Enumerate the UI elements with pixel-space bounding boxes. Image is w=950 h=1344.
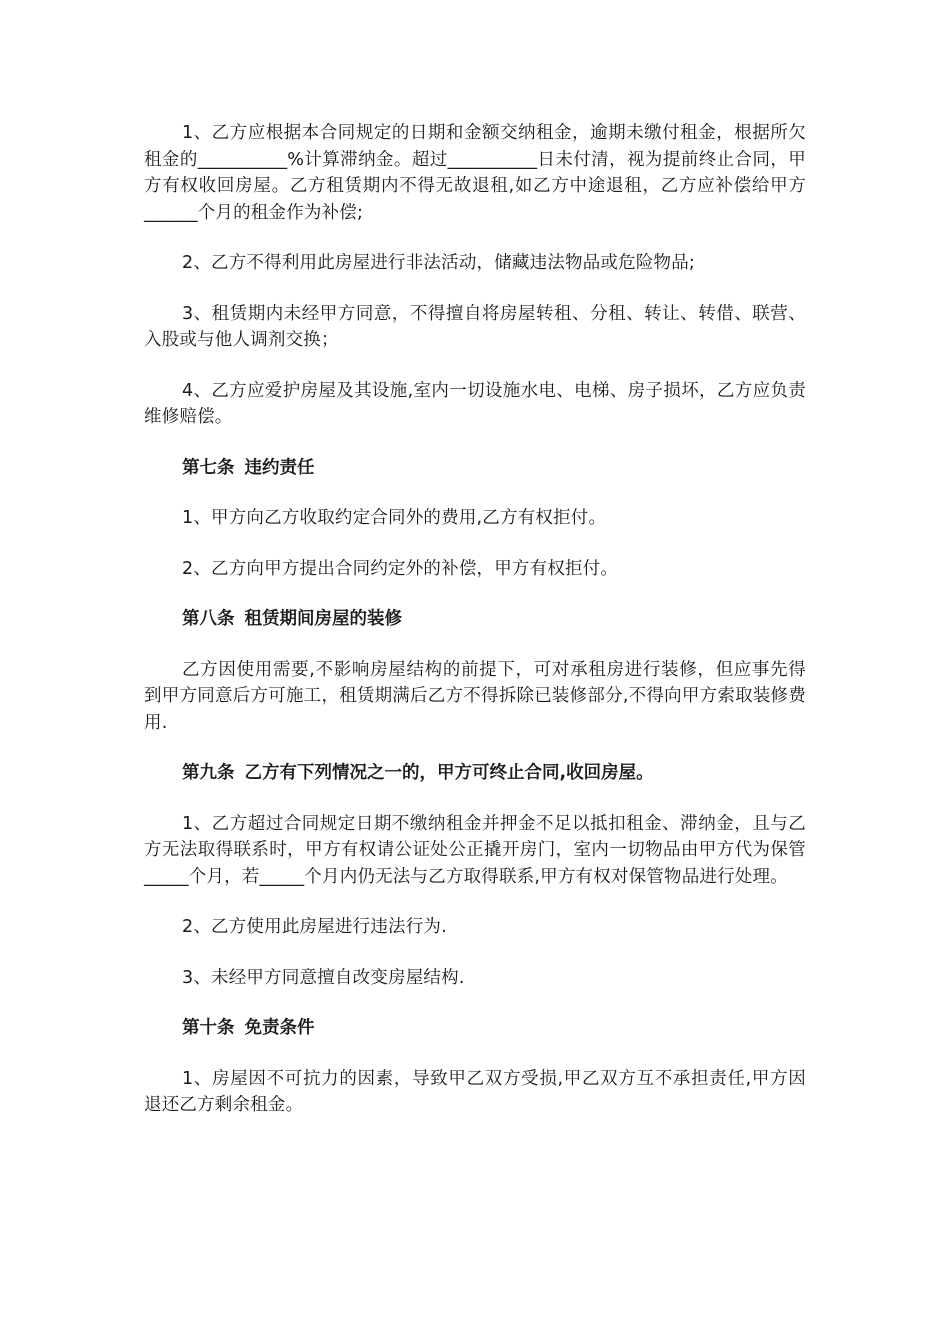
article-7-item-2: 2、乙方向甲方提出合同约定外的补偿，甲方有权拒付。 — [182, 558, 619, 579]
article-9-item-3: 3、未经甲方同意擅自改变房屋结构. — [182, 967, 465, 988]
article-8-heading — [144, 606, 806, 633]
article-7-number: 第七条 — [182, 457, 235, 478]
article-10-title: 免责条件 — [244, 1018, 315, 1038]
article-9-item-2: 2、乙方使用此房屋进行违法行为. — [182, 917, 447, 937]
clause-6-item-4: 4、乙方应爱护房屋及其设施,室内一切设施水电、电梯、房子损坏，乙方应负责维修赔偿。 — [144, 380, 806, 427]
article-10-item-1: 1、房屋因不可抗力的因素，导致甲乙双方受损,甲乙双方互不承担责任,甲方因退还乙方剩余租金。 — [144, 1068, 806, 1115]
article-10-heading — [144, 1015, 806, 1042]
clause-6-item-3: 3、租赁期内未经甲方同意，不得擅自将房屋转租、分租、转让、转借、联营、入股或与他人调剂交换； — [144, 303, 806, 350]
clause-6-item-1: 1、乙方应根据本合同规定的日期和金额交纳租金，逾期未缴付租金，根据所欠租金的__________%计算滞纳金。超过__________日未付清，视为提前终止合同，甲方有权收回房屋。乙方租赁期内不得无故退租,如乙方中途退租，乙方应补偿给甲方______个月的租金作为补偿; — [144, 123, 806, 223]
article-9-title: 乙方有下列情况之一的，甲方可终止合同,收回房屋。 — [244, 763, 654, 783]
article-7-item-1: 1、甲方向乙方收取约定合同外的费用,乙方有权拒付。 — [182, 508, 607, 528]
article-8-number: 第八条 — [182, 609, 235, 629]
article-10-number: 第十条 — [182, 1018, 235, 1038]
article-9-number: 第九条 — [182, 763, 235, 783]
article-9-item-1: 1、乙方超过合同规定日期不缴纳租金并押金不足以抵扣租金、滞纳金，且与乙方无法取得联系时，甲方有权请公证处公正撬开房门，室内一切物品由甲方代为保管_____个月，若_____个月内仍无法与乙方取得联系,甲方有权对保管物品进行处理。 — [144, 813, 806, 887]
article-8-title: 租赁期间房屋的装修 — [244, 609, 402, 629]
clause-6-item-2: 2、乙方不得利用此房屋进行非法活动，储藏违法物品或危险物品; — [182, 253, 696, 273]
article-7-title: 违约责任 — [244, 457, 315, 478]
article-7-heading — [144, 455, 806, 482]
document-page — [144, 120, 806, 1143]
article-9-heading — [144, 760, 806, 787]
article-8-body: 乙方因使用需要,不影响房屋结构的前提下，可对承租房进行装修，但应事先得到甲方同意后方可施工，租赁期满后乙方不得拆除已装修部分,不得向甲方索取装修费用. — [144, 659, 806, 733]
